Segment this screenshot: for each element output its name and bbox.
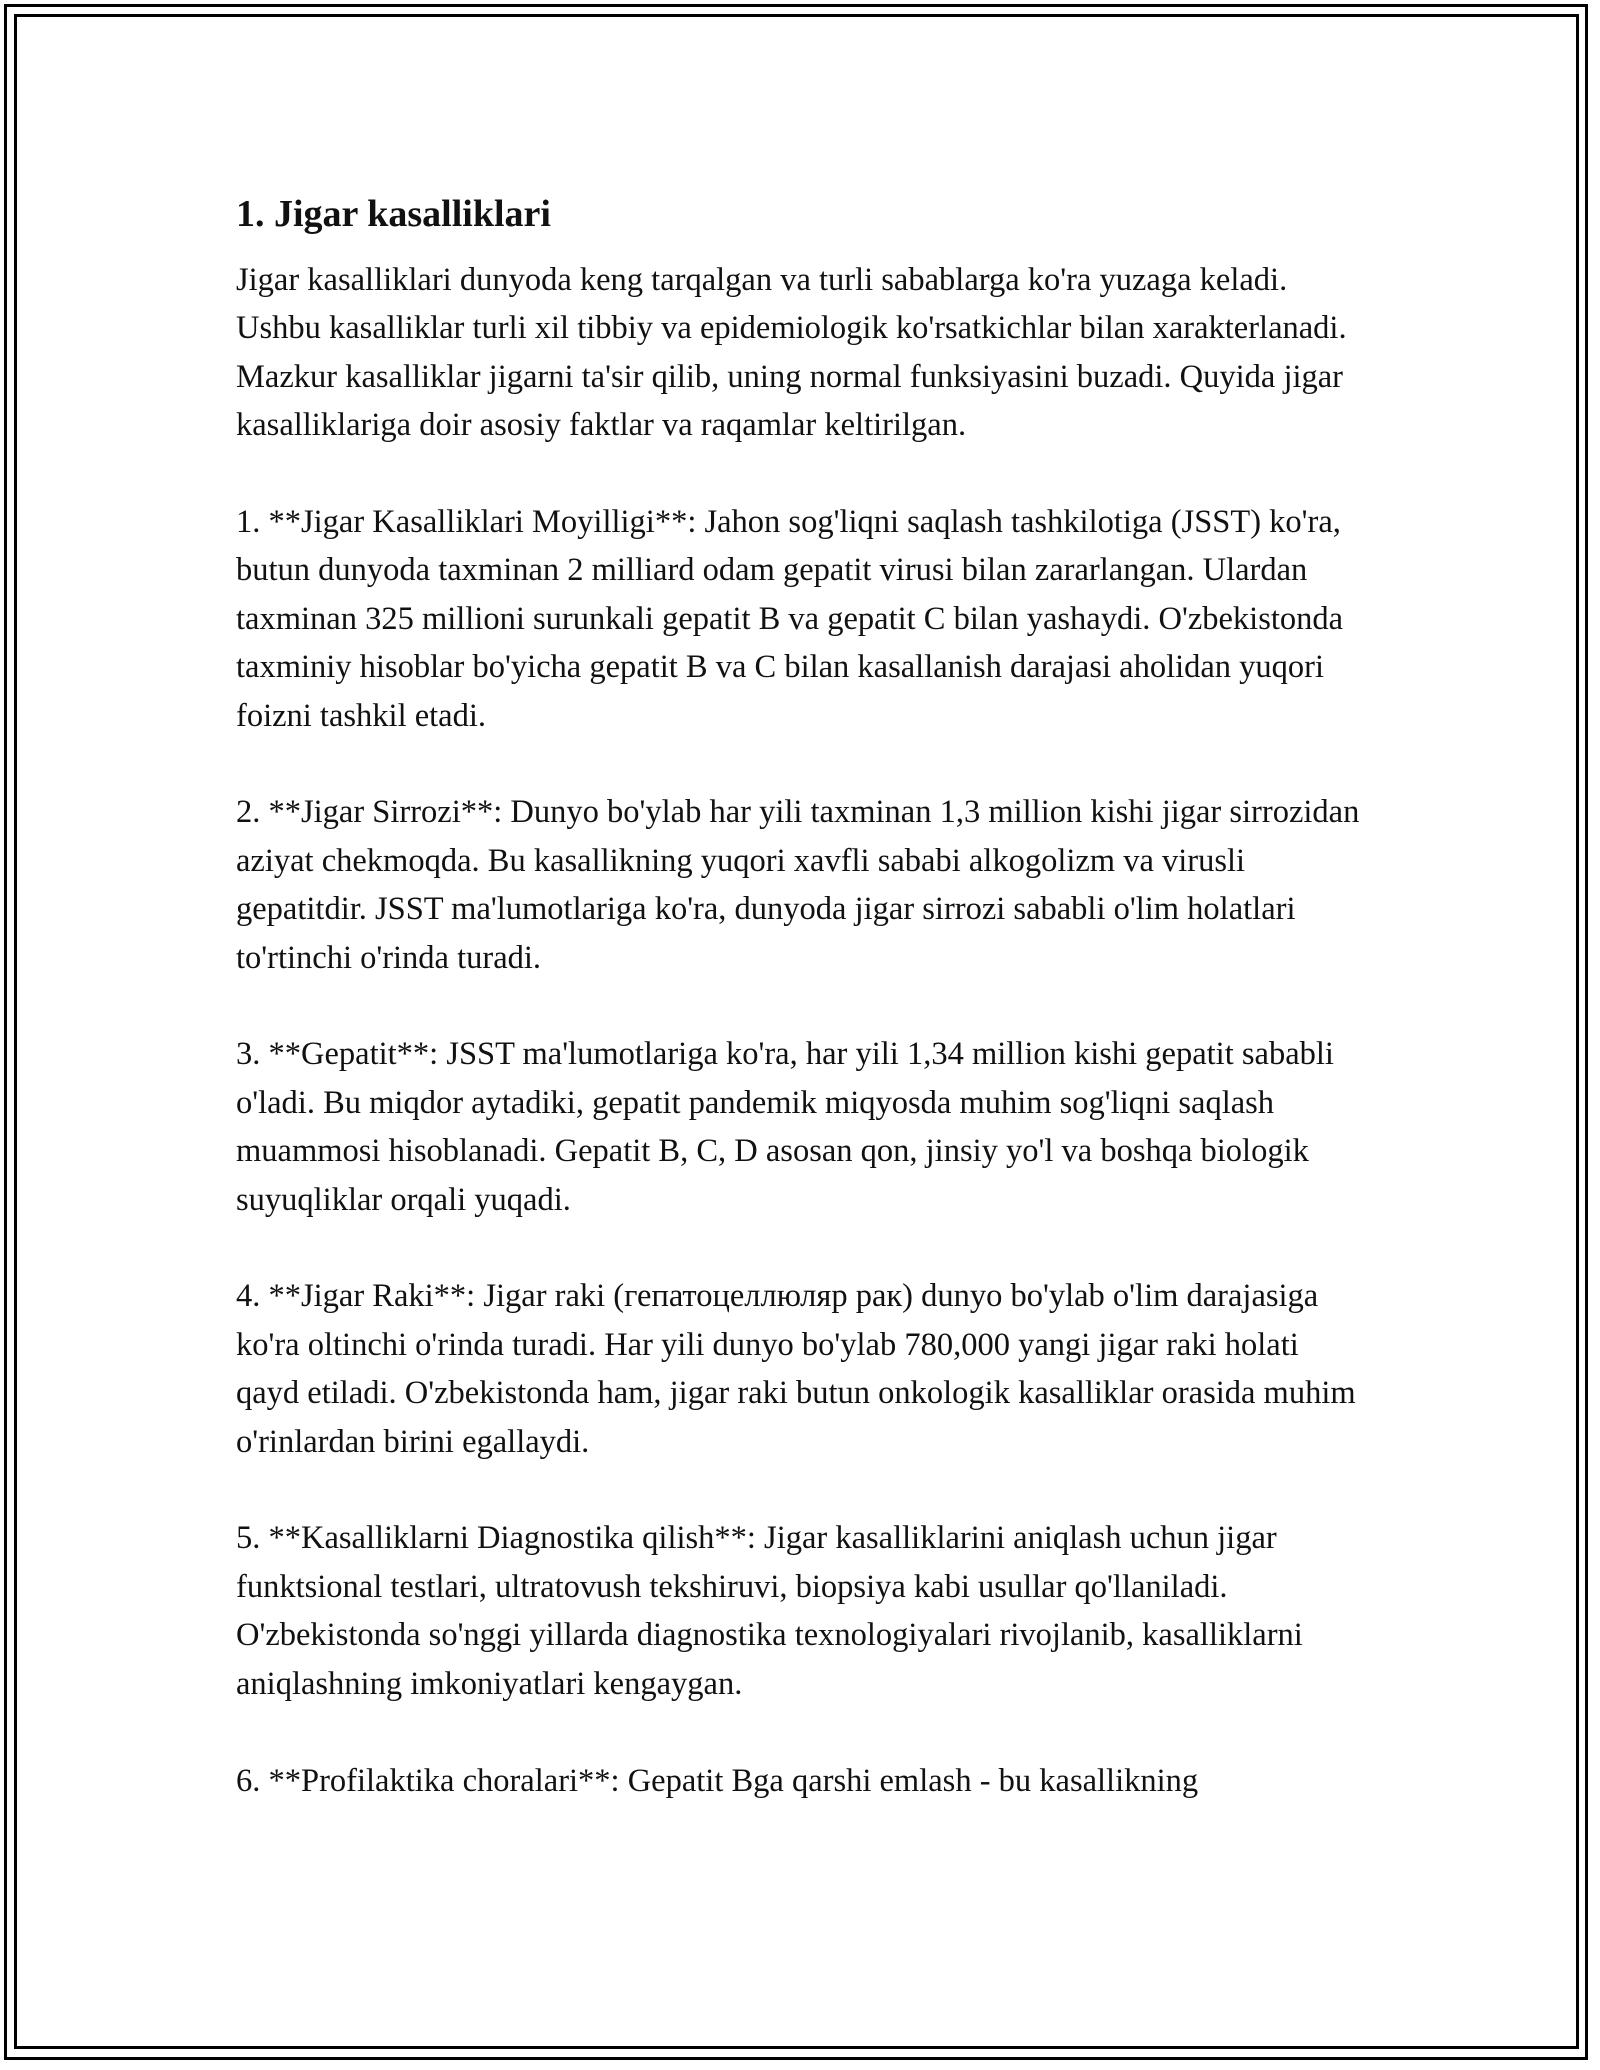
item-liver-cancer: 4. **Jigar Raki**: Jigar raki (гепатоцеллюляр рак) dunyo bo'ylab o'lim darajasiga ko'ra oltinchi o'rinda turadi. Har yili dunyo bo'ylab 780,000 yangi jigar raki holati qayd etiladi. O'zbekistonda ham, jigar raki butun onkologik kasalliklar orasida muhim o'rinlardan birini egallaydi. bbox=[236, 1278, 1356, 1460]
section-heading: 1. Jigar kasalliklari bbox=[236, 193, 551, 235]
intro-paragraph: Jigar kasalliklari dunyoda keng tarqalgan va turli sabablarga ko'ra yuzaga keladi. Ushbu kasalliklar turli xil tibbiy va epidemiologik ko'rsatkichlar bilan xarakterlanadi. Mazkur kasalliklar jigarni ta'sir qilib, uning normal funksiyasini buzadi. Quyida jigar kasalliklariga doir asosiy faktlar va raqamlar keltirilgan. bbox=[236, 262, 1347, 444]
item-hepatitis: 3. **Gepatit**: JSST ma'lumotlariga ko'ra, har yili 1,34 million kishi gepatit sababli o'ladi. Bu miqdor aytadiki, gepatit pandemik miqyosda muhim sog'liqni saqlash muammosi hisoblanadi. Gepatit B, C, D asosan qon, jinsiy yo'l va boshqa biologik suyuqliklar orqali yuqadi. bbox=[236, 1036, 1334, 1218]
item-liver-disease-prevalence: 1. **Jigar Kasalliklari Moyilligi**: Jahon sog'liqni saqlash tashkilotiga (JSST) ko'ra, butun dunyoda taxminan 2 milliard odam gepatit virusi bilan zararlangan. Ulardan taxminan 325 millioni surunkali gepatit B va gepatit C bilan yashaydi. O'zbekistonda taxminiy hisoblar bo'yicha gepatit B va C bilan kasallanish darajasi aholidan yuqori foizni tashkil etadi. bbox=[236, 504, 1344, 734]
item-liver-cirrhosis: 2. **Jigar Sirrozi**: Dunyo bo'ylab har yili taxminan 1,3 million kishi jigar sirrozidan aziyat chekmoqda. Bu kasallikning yuqori xavfli sababi alkogolizm va virusli gepatitdir. JSST ma'lumotlariga ko'ra, dunyoda jigar sirrozi sababli o'lim holatlari to'rtinchi o'rinda turadi. bbox=[236, 794, 1360, 976]
document-body bbox=[236, 186, 1364, 1853]
item-prevention: 6. **Profilaktika choralari**: Gepatit Bga qarshi emlash - bu kasallikning bbox=[236, 1762, 1199, 1799]
item-diagnostics: 5. **Kasalliklarni Diagnostika qilish**: Jigar kasalliklarini aniqlash uchun jigar funktsional testlari, ultratovush tekshiruvi, biopsiya kabi usullar qo'llaniladi. O'zbekistonda so'nggi yillarda diagnostika texnologiyalari rivojlanib, kasalliklarni aniqlashning imkoniyatlari kengaygan. bbox=[236, 1520, 1303, 1702]
